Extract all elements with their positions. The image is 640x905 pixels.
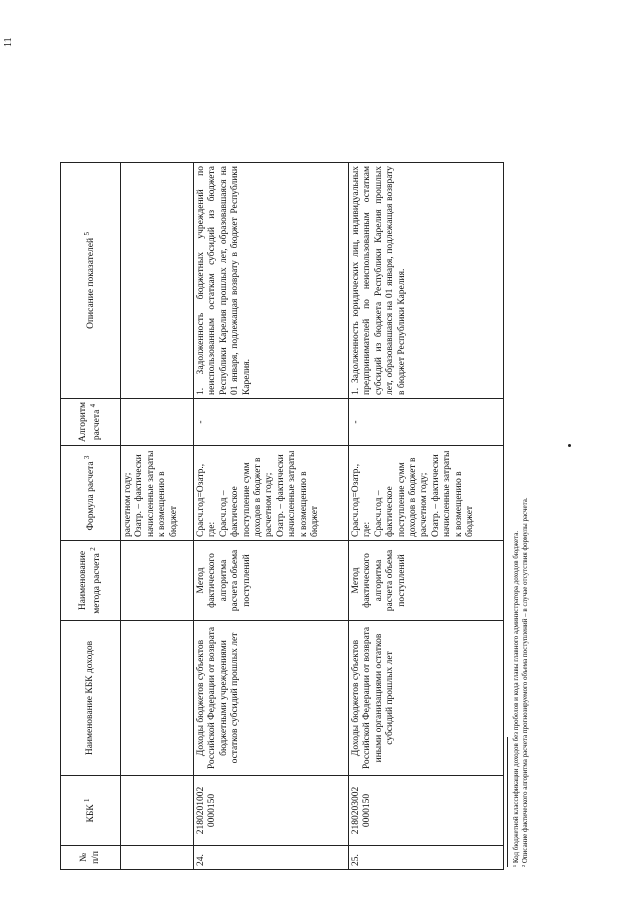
cell-description: 1. Задолженность бюджетных учреждений по неиспользованным остаткам субсидий из бюджета Республики Карелия прошлых лет, образовавшаяся на 01 января, подлежащая возврату в бюджет Республики Карелия. [194,162,349,398]
cell-formula [121,446,194,541]
formula-line: расчетном году; [123,472,133,537]
table-row [194,162,349,869]
footnote: ¹ Код бюджетной классификации доходов без пробелов и кода главы главного администратора доходов бюджета. [512,530,520,867]
cell-kbk-name: Доходы бюджетов субъектов Российской Федерации от возврата иными организациями остатков субсидий прошлых лет [349,621,504,776]
cell-empty [121,541,194,621]
footnote: ² Описание фактического алгоритма расчета прогнозируемого объема поступлений – в случае отсутствия формулы расчета. [521,497,530,867]
cell-description: 1. Задолженность юридических лиц, индивидуальных предпринимателей по неиспользованным остаткам субсидий из бюджета Республики Карелия прошлых лет, образовавшаяся на 01 января, подлежащая возврату в бюджет Республики Карелия. [349,162,504,398]
formula-line: где: [362,521,373,537]
formula-line: Озатр. – фактически начисленные затраты к возмещению в бюджет [430,450,475,537]
cell-num: 25. [349,846,504,870]
footnotes [512,497,531,867]
cell-formula [194,446,349,541]
formula-line: Срасч.год=Озатр., [196,463,206,537]
stray-dot [568,444,571,447]
cell-algorithm: - [194,398,349,445]
cell-algorithm: - [349,398,504,445]
header-kbk: КБК $^1$ [61,776,121,846]
cell-kbk: 2180201002 0000150 [194,776,349,846]
header-method: Наименование метода расчета $^2$ [61,541,121,621]
cell-empty [121,162,194,398]
formula-line: Озатр. – фактически начисленные затраты к возмещению в бюджет [275,450,320,537]
table-header-row [61,162,121,869]
header-kbk-name: Наименование КБК доходов [61,621,121,776]
cell-empty [121,398,194,445]
cell-num: 24. [194,846,349,870]
cell-method: Метод фактического алгоритма расчета объема поступлений [194,541,349,621]
cell-kbk-name: Доходы бюджетов субъектов Российской Федерации от возврата бюджетными учреждениями остатков субсидий прошлых лет [194,621,349,776]
cell-empty [121,621,194,776]
cell-formula [349,446,504,541]
formula-line: где: [207,521,218,537]
cell-kbk: 2180203002 0000150 [349,776,504,846]
formula-line: Срасч.год – фактическое поступление сумм доходов в бюджет в расчетном году; [373,457,430,537]
cell-empty [121,776,194,846]
formula-line: Озатр. – фактически начисленные затраты к возмещению в бюджет [134,450,179,537]
footnote-divider [507,737,508,867]
header-num: № п/п [61,846,121,870]
table-row-continuation [121,162,194,869]
formula-line: Срасч.год=Озатр., [351,463,361,537]
header-formula: Формула расчета $^3$ [61,446,121,541]
table-row [349,162,504,869]
page-number: 11 [3,37,14,47]
header-description: Описание показателей $^5$ [61,162,121,398]
cell-empty [121,846,194,870]
revenue-methods-table [60,162,504,870]
formula-line: Срасч.год – фактическое поступление сумм доходов в бюджет в расчетном году; [218,457,275,537]
header-algorithm: Алгоритм расчета $^4$ [61,398,121,445]
cell-method: Метод фактического алгоритма расчета объема поступлений [349,541,504,621]
